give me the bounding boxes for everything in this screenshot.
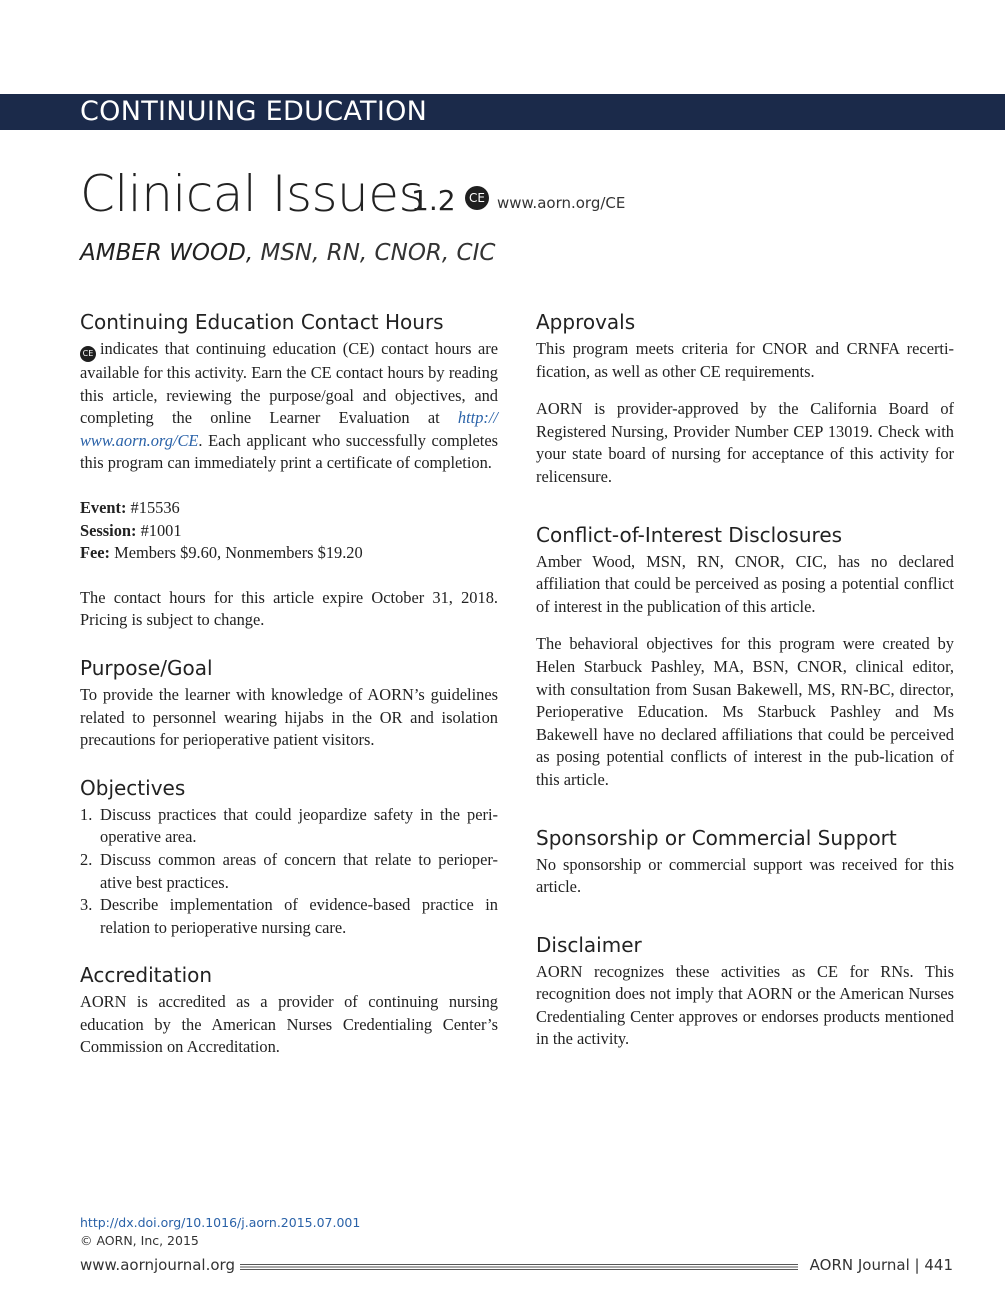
contact-hours-text bbox=[80, 338, 498, 475]
learner-evaluation-link[interactable]: http:// www.aorn.org/CE bbox=[80, 408, 498, 450]
doi-link[interactable]: http://dx.doi.org/10.1016/j.aorn.2015.07.001 bbox=[80, 1215, 361, 1230]
contact-hours-heading: Continuing Education Contact Hours bbox=[80, 310, 444, 334]
list-item bbox=[80, 804, 498, 849]
author-credentials: MSN, RN, CNOR, CIC bbox=[260, 240, 496, 266]
event-line bbox=[80, 497, 498, 520]
event-label: Event: bbox=[80, 497, 127, 517]
contact-hours-body: indicates that continuing education (CE) contact hours are available for this activity. Earn the CE contact hours by reading this article, reviewing the purpose/goal and objectives, and completing the online Learner Evaluation at bbox=[80, 339, 498, 428]
contact-hours-body-end: . Each applicant who successfully completes this program can immediately print a certificate of completion. bbox=[80, 430, 498, 473]
journal-page-number: AORN Journal | 441 bbox=[809, 1256, 953, 1274]
list-item bbox=[80, 849, 498, 894]
disclaimer-text: AORN recognizes these activities as CE for RNs. This recognition does not imply that AORN or the American Nurses Credentialing Center approves or endorses products mentioned in the activity. bbox=[536, 961, 954, 1049]
objectives-heading: Objectives bbox=[80, 775, 186, 800]
contact-hours-number: 1.2 bbox=[411, 184, 456, 217]
event-value: #15536 bbox=[130, 497, 180, 517]
sponsorship-heading: Sponsorship or Commercial Support bbox=[536, 825, 897, 850]
fee-label: Fee: bbox=[80, 543, 111, 563]
banner-title: CONTINUING EDUCATION bbox=[80, 96, 428, 127]
session-value: #1001 bbox=[140, 520, 182, 540]
accreditation-text: AORN is accredited as a provider of continuing nursing education by the American Nurses Credentialing Center’s Commission on Accreditation. bbox=[80, 992, 498, 1057]
purpose-text: To provide the learner with knowledge of AORN’s guidelines related to personnel wearing hijabs in the OR and isolation precautions for perioperative patient visitors. bbox=[80, 684, 498, 750]
sponsorship-text: No sponsorship or commercial support was received for this article. bbox=[536, 854, 954, 897]
list-item-text: Describe implementation of evidence-based practice in relation to perioperative nursing care. bbox=[100, 895, 498, 937]
ce-badge-icon: CE bbox=[80, 346, 96, 362]
objectives-list bbox=[80, 804, 498, 940]
list-item bbox=[80, 894, 498, 939]
page-footer bbox=[80, 1214, 953, 1280]
copyright: © AORN, Inc, 2015 bbox=[80, 1233, 199, 1248]
article-title: Clinical Issues bbox=[80, 165, 425, 223]
conflict-text-2: The behavioral objectives for this program were created by Helen Starbuck Pashley, MA, BSN, CNOR, clinical editor, with consultation from Susan Bakewell, MS, RN-BC, director, Perioperative Education. Ms Starbuck Pashley and Ms Bakewell have no declared affiliations that could be perceived as posing potential conflicts of interest in the pub-lication of this article. bbox=[536, 634, 954, 789]
purpose-heading: Purpose/Goal bbox=[80, 655, 213, 680]
journal-site-link[interactable]: www.aornjournal.org bbox=[80, 1256, 235, 1274]
disclaimer-heading: Disclaimer bbox=[536, 932, 642, 957]
list-item-number: 2. bbox=[80, 849, 93, 869]
expiry-text: The contact hours for this article expire October 31, 2018. Pricing is subject to change. bbox=[80, 587, 498, 630]
footer-rule-divider bbox=[240, 1264, 798, 1270]
approvals-text-1: This program meets criteria for CNOR and CRNFA recerti-fication, as well as other CE requirements. bbox=[536, 339, 954, 381]
right-column bbox=[536, 308, 954, 1051]
session-label: Session: bbox=[80, 520, 137, 540]
list-item-number: 3. bbox=[80, 895, 93, 915]
list-item-number: 1. bbox=[80, 804, 93, 824]
fee-line bbox=[80, 542, 498, 565]
left-column bbox=[80, 308, 498, 1059]
list-item-text: Discuss common areas of concern that relate to perioper-ative best practices. bbox=[100, 849, 498, 892]
author-name: AMBER WOOD, bbox=[80, 240, 254, 266]
fee-value: Members $9.60, Nonmembers $19.20 bbox=[114, 543, 363, 563]
author-line bbox=[80, 240, 495, 266]
accreditation-heading: Accreditation bbox=[80, 963, 213, 988]
approvals-heading: Approvals bbox=[536, 310, 636, 334]
article-title-row bbox=[80, 162, 626, 226]
footer-bar bbox=[80, 1256, 953, 1280]
conflict-heading: Conflict-of-Interest Disclosures bbox=[536, 522, 843, 547]
approvals-text-2: AORN is provider-approved by the California Board of Registered Nursing, Provider Number CEP 13019. Check with your state board of nursing for acceptance of this activity for relicensure. bbox=[536, 399, 954, 486]
list-item-text: Discuss practices that could jeopardize safety in the peri-operative area. bbox=[100, 804, 498, 847]
ce-url[interactable]: www.aorn.org/CE bbox=[497, 194, 626, 212]
ce-badge-icon: CE bbox=[465, 186, 489, 210]
session-line bbox=[80, 520, 498, 543]
section-banner bbox=[0, 94, 1005, 130]
conflict-text-1: Amber Wood, MSN, RN, CNOR, CIC, has no declared affiliation that could be perceived as posing a potential conflict of interest in the publication of this article. bbox=[536, 551, 954, 616]
